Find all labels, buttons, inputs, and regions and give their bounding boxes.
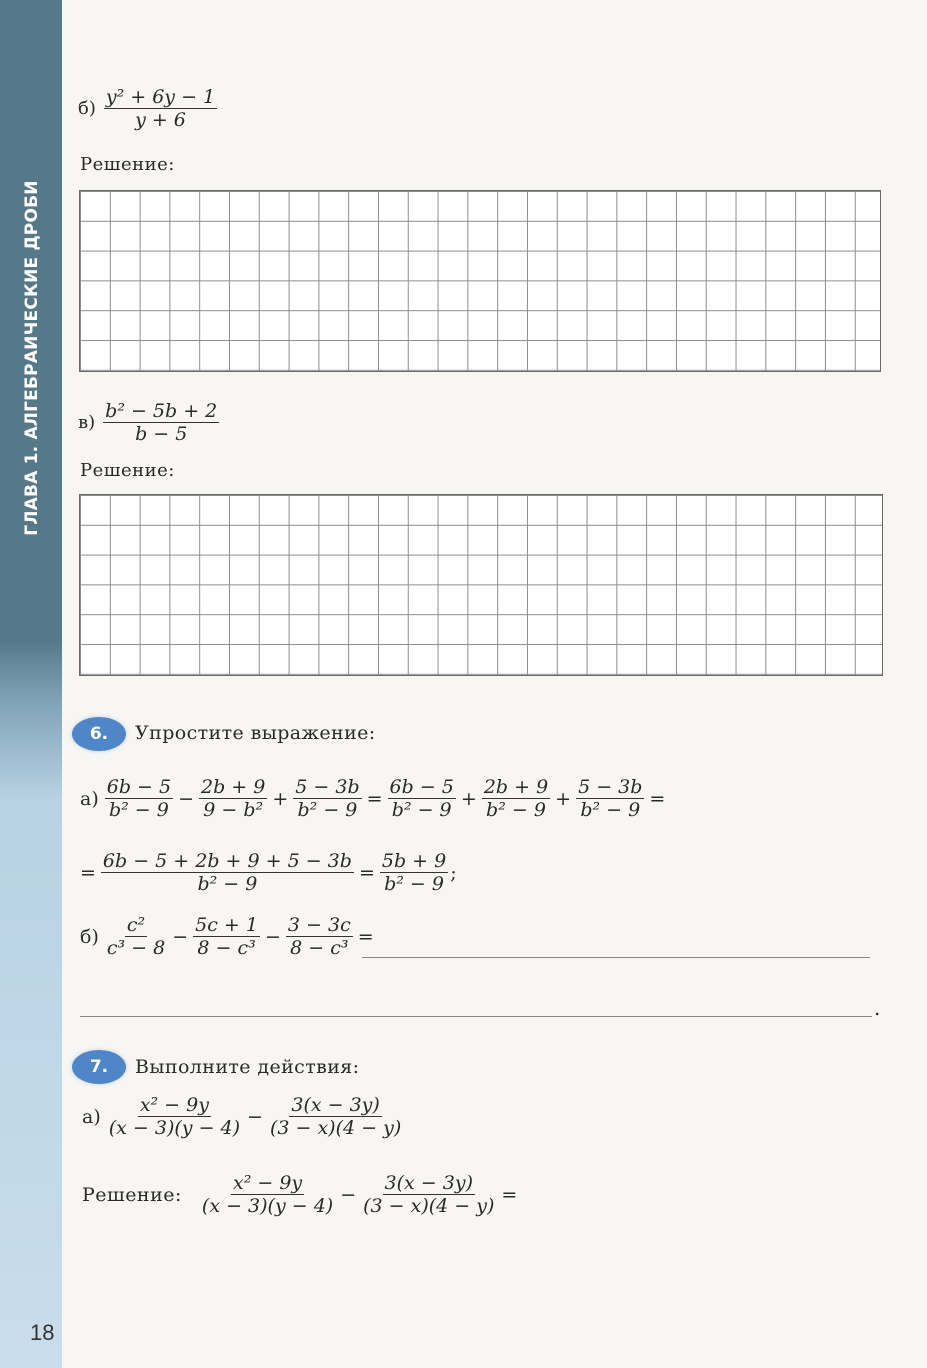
problem-v-label: в) — [78, 412, 96, 434]
task-6b-label: б) — [80, 925, 99, 948]
fraction — [576, 776, 644, 822]
equals-sign: = — [80, 861, 96, 884]
fraction-numerator: 3 − 3c — [287, 914, 351, 936]
problem-b-fraction — [104, 86, 217, 132]
fraction-denominator: 8 − c³ — [290, 937, 349, 960]
result-fraction — [380, 850, 448, 896]
fraction-denominator: b − 5 — [135, 423, 188, 446]
chapter-sidebar — [0, 0, 62, 1368]
minus-sign: − — [340, 1183, 357, 1206]
equals-sign: = — [501, 1183, 518, 1206]
combined-fraction — [101, 850, 354, 896]
fraction-numerator: 6b − 5 — [106, 776, 172, 798]
fraction-numerator: 5c + 1 — [195, 914, 258, 936]
fraction-numerator: x² − 9y — [139, 1094, 209, 1116]
equals-sign: = — [366, 787, 383, 810]
fraction-numerator: y² + 6y − 1 — [105, 86, 216, 108]
task-6a-line2 — [80, 850, 457, 896]
fraction-numerator: 6b − 5 — [389, 776, 454, 798]
fraction-denominator: (3 − x)(4 − y) — [269, 1117, 402, 1140]
minus-sign: − — [247, 1105, 263, 1128]
fraction-numerator: 3(x − 3y) — [291, 1094, 380, 1116]
task-7-title: Выполните действия: — [135, 1056, 360, 1078]
fraction — [293, 776, 361, 822]
chapter-title: ГЛАВА 1. АЛГЕБРАИЧЕСКИЕ ДРОБИ — [22, 180, 42, 536]
minus-sign: − — [264, 925, 281, 948]
task-7a-label: а) — [82, 1105, 101, 1128]
problem-b-label: б) — [78, 98, 96, 120]
fraction-numerator: 5 − 3b — [295, 776, 360, 798]
fraction-denominator: b² − 9 — [197, 873, 258, 896]
fraction-denominator: (x − 3)(y − 4) — [201, 1195, 334, 1218]
answer-line-1[interactable] — [362, 957, 870, 958]
fraction-denominator: 9 − b² — [203, 799, 264, 822]
semicolon: ; — [450, 861, 457, 884]
fraction-denominator: (x − 3)(y − 4) — [108, 1117, 241, 1140]
fraction-numerator: 2b + 9 — [201, 776, 266, 798]
fraction-denominator: c³ − 8 — [106, 937, 166, 960]
problem-b-grid[interactable] — [79, 190, 881, 372]
fraction — [193, 914, 260, 960]
fraction-denominator: 8 − c³ — [197, 937, 256, 960]
fraction-numerator: b² − 5b + 2 — [105, 400, 218, 422]
task-6-title: Упростите выражение: — [135, 722, 376, 744]
task-6-badge: 6. — [72, 717, 126, 751]
fraction — [105, 914, 167, 960]
problem-b-expression — [78, 86, 219, 132]
fraction-denominator: b² − 9 — [108, 799, 169, 822]
problem-b-solution-label: Решение: — [80, 154, 175, 175]
problem-v-grid[interactable] — [79, 494, 883, 676]
problem-v-solution-label: Решение: — [80, 460, 175, 481]
fraction-denominator: b² − 9 — [297, 799, 358, 822]
fraction-denominator: b² − 9 — [384, 873, 444, 896]
fraction — [286, 914, 353, 960]
task-7a-solution — [82, 1172, 520, 1218]
equals-sign: = — [358, 861, 375, 884]
fraction — [200, 1172, 335, 1218]
fraction — [105, 776, 173, 822]
fraction-numerator: 5b + 9 — [381, 850, 447, 872]
problem-v-expression — [78, 400, 221, 446]
task-6a-line1 — [80, 776, 668, 822]
task-7-badge: 7. — [72, 1050, 126, 1084]
fraction — [107, 1094, 242, 1140]
fraction-numerator: x² − 9y — [232, 1172, 303, 1194]
fraction-denominator: b² − 9 — [486, 799, 546, 822]
fraction — [482, 776, 550, 822]
fraction-denominator: b² − 9 — [391, 799, 452, 822]
task-6b-expression — [80, 914, 377, 960]
plus-sign: + — [272, 787, 289, 810]
fraction — [199, 776, 267, 822]
minus-sign: − — [172, 925, 189, 948]
minus-sign: − — [178, 787, 195, 810]
end-period: . — [874, 996, 881, 1020]
fraction — [388, 776, 456, 822]
fraction-numerator: 6b − 5 + 2b + 9 + 5 − 3b — [102, 850, 352, 872]
page-number: 18 — [30, 1320, 55, 1345]
problem-v-fraction — [103, 400, 219, 446]
fraction-denominator: y + 6 — [135, 109, 186, 132]
task-7a-expression — [82, 1094, 405, 1140]
fraction-denominator: (3 − x)(4 − y) — [363, 1195, 495, 1218]
fraction — [361, 1172, 496, 1218]
answer-line-2[interactable] — [80, 1016, 872, 1017]
plus-sign: + — [555, 787, 572, 810]
fraction-numerator: 5 − 3b — [578, 776, 643, 798]
task-6a-label: а) — [80, 787, 99, 810]
fraction-denominator: b² − 9 — [580, 799, 641, 822]
fraction-numerator: 2b + 9 — [483, 776, 549, 798]
fraction — [268, 1094, 403, 1140]
task-7a-solution-label: Решение: — [82, 1183, 182, 1206]
equals-sign: = — [649, 787, 666, 810]
fraction-numerator: 3(x − 3y) — [384, 1172, 473, 1194]
plus-sign: + — [460, 787, 477, 810]
equals-sign: = — [357, 925, 374, 948]
fraction-numerator: c² — [126, 914, 146, 936]
